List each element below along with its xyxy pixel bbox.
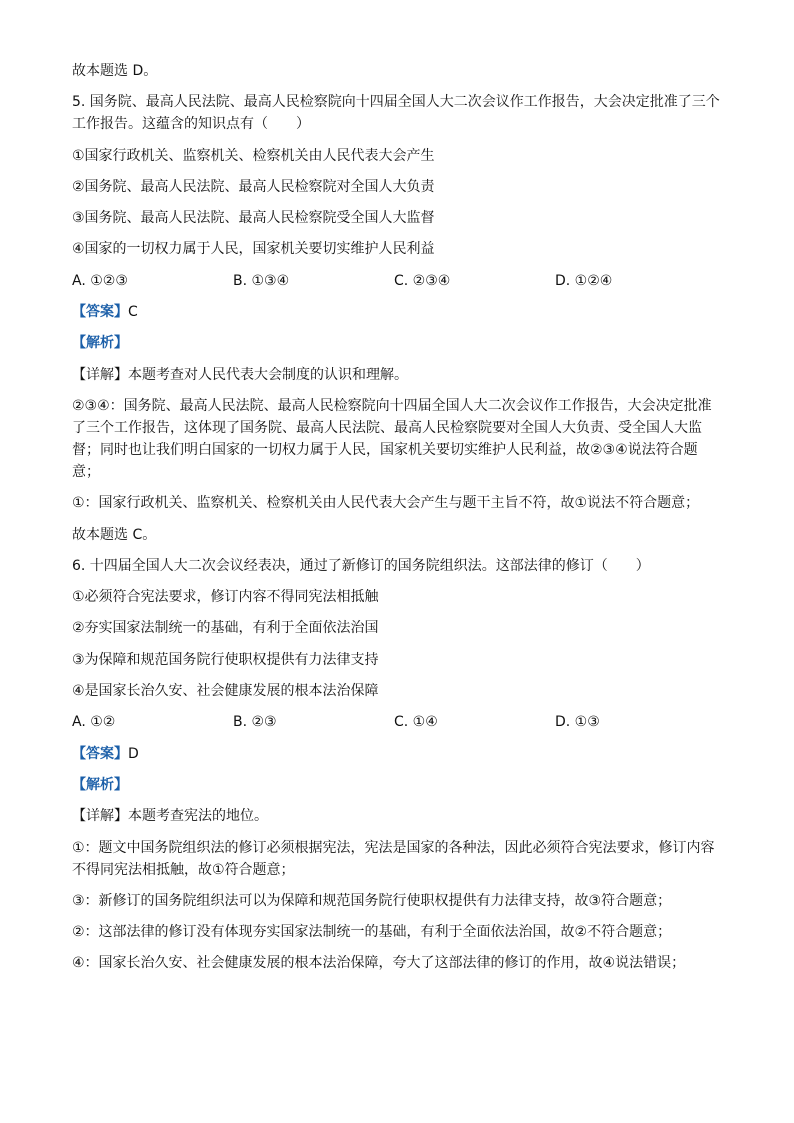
q5-statement-4: ④国家的一切权力属于人民，国家机关要切实维护人民利益	[72, 241, 435, 258]
q5-detail-intro: 本题考查对人民代表大会制度的认识和理解。	[128, 366, 408, 383]
q6-answer-label: 【答案】	[72, 745, 128, 762]
q5-analysis	[72, 332, 724, 354]
q5-answer-value: C	[128, 304, 138, 321]
q5-option-d: D. ①②④	[555, 272, 613, 289]
q6-option-c: C. ①④	[394, 714, 438, 731]
q5-explanation-1: ②③④：国务院、最高人民法院、最高人民检察院向十四届全国人大二次会议作工作报告，大会决定批准了三个工作报告，这体现了国务院、最高人民法院、最高人民检察院要对全国人大负责、受全国人大监督；同时也让我们明白国家的一切权力属于人民，国家机关要切实维护人民利益，故②③④说法符合题意；	[72, 397, 712, 480]
q6-statement-4: ④是国家长治久安、社会健康发展的根本法治保障	[72, 683, 379, 700]
q5-option-b: B. ①③④	[233, 272, 290, 289]
q6-explanation-2: ③：新修订的国务院组织法可以为保障和规范国务院行使职权提供有力法律支持，故③符合题意；	[72, 892, 672, 909]
q6-explanation-4: ④：国家长治久安、社会健康发展的根本法治保障，夸大了这部法律的修订的作用，故④说法错误；	[72, 955, 686, 972]
q5-answer	[72, 301, 724, 323]
q6-statement-2: ②夯实国家法制统一的基础，有利于全面依法治国	[72, 620, 379, 637]
q5-statement-2: ②国务院、最高人民法院、最高人民检察院对全国人大负责	[72, 178, 435, 195]
q5-answer-label: 【答案】	[72, 304, 128, 321]
q5-option-c: C. ②③④	[394, 272, 451, 289]
q5-explanation-2: ①：国家行政机关、监察机关、检察机关由人民代表大会产生与题干主旨不符，故①说法不符合题意；	[72, 495, 700, 512]
q6-explanation-3: ②：这部法律的修订没有体现夯实国家法制统一的基础，有利于全面依法治国，故②不符合题意；	[72, 924, 672, 941]
q6-statement-3: ③为保障和规范国务院行使职权提供有力法律支持	[72, 651, 379, 668]
q6-option-d: D. ①③	[555, 714, 600, 731]
q5-analysis-label: 【解析】	[72, 335, 128, 352]
q5-detail	[72, 364, 724, 386]
q6-stem: 6. 十四届全国人大二次会议经表决，通过了新修订的国务院组织法。这部法律的修订（ ）	[72, 557, 650, 574]
q6-options	[72, 711, 724, 733]
q5-stem: 5. 国务院、最高人民法院、最高人民检察院向十四届全国人大二次会议作工作报告，大会决定批准了三个工作报告。这蕴含的知识点有（ ）	[72, 94, 720, 133]
q6-option-a: A. ①②	[72, 714, 116, 731]
q5-statement-1: ①国家行政机关、监察机关、检察机关由人民代表大会产生	[72, 147, 435, 164]
q5-statement-3: ③国务院、最高人民法院、最高人民检察院受全国人大监督	[72, 210, 435, 227]
q6-statement-1: ①必须符合宪法要求，修订内容不得同宪法相抵触	[72, 589, 379, 606]
q6-detail-label: 【详解】	[72, 808, 128, 825]
q6-detail-intro: 本题考查宪法的地位。	[128, 808, 268, 825]
q5-detail-label: 【详解】	[72, 366, 128, 383]
q6-answer-value: D	[128, 745, 139, 762]
q6-option-b: B. ②③	[233, 714, 277, 731]
q6-analysis-label: 【解析】	[72, 776, 128, 793]
q6-answer	[72, 743, 724, 765]
q6-explanation-1: ①：题文中国务院组织法的修订必须根据宪法，宪法是国家的各种法，因此必须符合宪法要求，修订内容不得同宪法相抵触，故①符合题意；	[72, 839, 715, 878]
q6-detail	[72, 805, 724, 827]
q5-options	[72, 270, 724, 292]
document-page	[72, 60, 724, 984]
previous-conclusion: 故本题选 D。	[72, 63, 158, 79]
q6-analysis	[72, 774, 724, 796]
q5-conclusion: 故本题选 C。	[72, 526, 157, 543]
q5-option-a: A. ①②③	[72, 272, 128, 289]
